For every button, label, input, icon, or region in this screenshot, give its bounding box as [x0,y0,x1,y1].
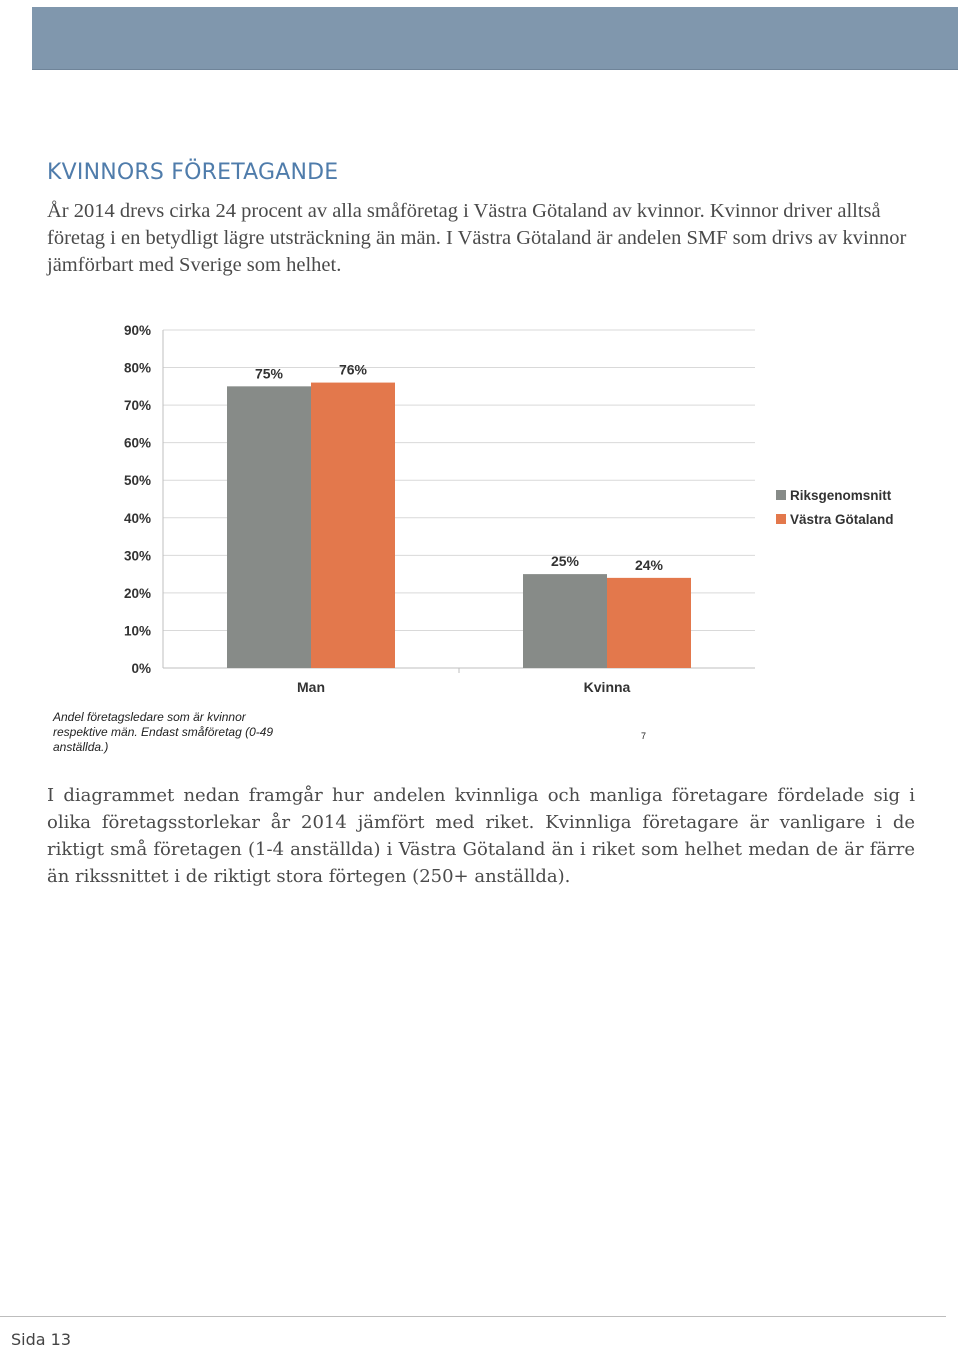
chart-legend [776,488,894,527]
y-tick-label: 30% [123,548,151,564]
chart-bars [227,362,691,668]
x-tick-label: Kvinna [583,679,631,695]
y-tick-label: 40% [123,510,151,526]
footnote-marker: 7 [641,731,647,741]
header-band [32,7,958,70]
y-tick-label: 20% [123,585,151,601]
footer-rule [0,1316,946,1317]
y-tick-label: 90% [123,323,151,338]
x-axis-labels [297,679,631,695]
y-tick-label: 60% [123,435,151,451]
y-tick-label: 50% [123,473,151,489]
bar [523,574,607,668]
data-label: 76% [338,361,368,378]
y-tick-label: 70% [123,398,151,414]
data-label: 25% [550,553,580,570]
body-paragraph: I diagrammet nedan framgår hur andelen kvinnliga och manliga företagare fördelade sig i olika företagsstorlekar år 2014 jämfört med riket. Kvinnliga företagare är vanligare i de riktigt små företagen (1-4 anställda) i Västra Götaland än i riket som helhet medan de är färre än rikssnittet i de riktigt stora förtegen (250+ anställda). [47,785,915,887]
page-number: Sida 13 [11,1330,72,1349]
chart-caption: Andel företagsledare som är kvinnor respektive män. Endast småföretag (0-49 anställda.) [53,710,274,754]
bar [227,386,311,668]
intro-paragraph: År 2014 drevs cirka 24 procent av alla småföretag i Västra Götaland av kvinnor. Kvinnor driver alltså företag i en betydligt lägre utsträckning än män. I Västra Götaland är andelen SMF som drivs av kvinnor jämförbart med Sverige som helhet. [47,200,907,276]
bar [607,578,691,668]
x-tick-label: Man [297,679,325,695]
legend-swatch [776,490,786,500]
y-tick-label: 10% [123,623,151,639]
y-axis-ticks [124,323,151,676]
legend-swatch [776,514,786,524]
data-label: 75% [254,365,284,382]
bar [311,383,395,668]
section-title: KVINNORS FÖRETAGANDE [47,160,339,185]
y-tick-label: 80% [123,360,151,376]
y-tick-label: 0% [131,661,151,676]
data-label: 24% [634,556,664,573]
legend-label: Riksgenomsnitt [790,488,892,503]
legend-label: Västra Götaland [790,512,894,527]
bar-chart [40,310,920,700]
